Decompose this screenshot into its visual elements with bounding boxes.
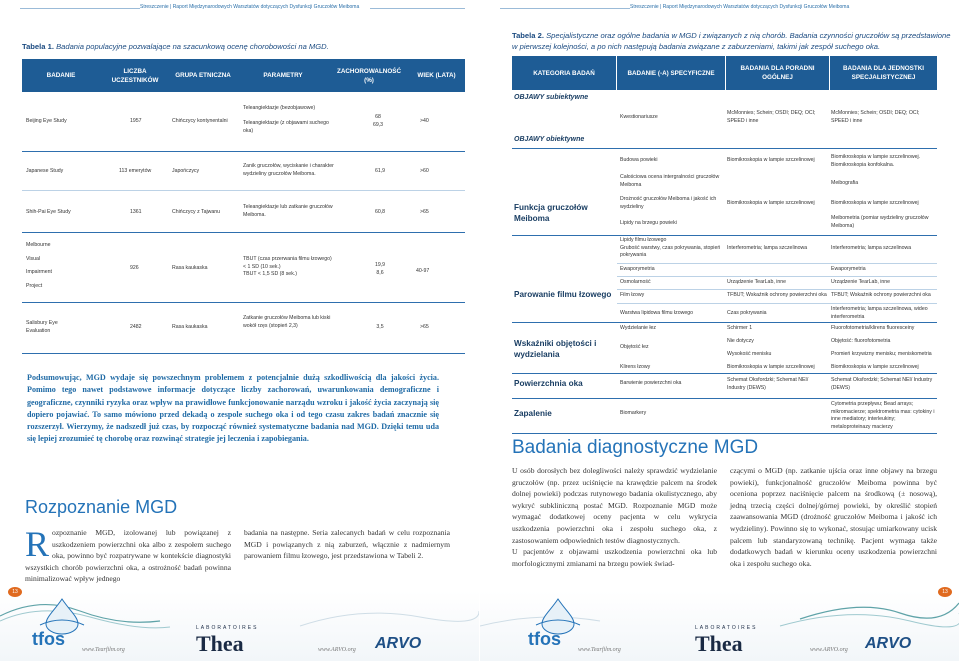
gland-general: Biomikroskopia w lampie szczelinowej [727, 157, 815, 163]
t1-ethnic: Japończycy [172, 168, 200, 174]
t2-header-category: KATEGORIA BADAŃ [512, 56, 616, 90]
t1-prev: 68 69,3 [372, 114, 384, 128]
tfos-logo: tfos [528, 629, 561, 649]
body-column-1: U osób dorosłych bez dolegliwości należy sprawdzić wydzielanie gruczołów (np. przez uciśnięcie na krawędzie palcem na środek dolnej powieki) podczas rutynowego badania okulistycznego, aby wykryć subkliniczną postać MGD. Rozpoznanie MGD może wymagać dodatkowej oceny pacjenta w celu wykrycia uszkodzenia powierzchni oka i zespołu suchego oka, z zastosowaniem odpowiednich testów diagnostycznych. U pacjentów z objawami uszkodzenia powierzchni oka lub morfologicznymi zmianami na brzegu powiek świad- [512, 466, 717, 568]
t1-prev: 3,5 [376, 324, 384, 330]
vol-test: Wydzielanie łez [620, 325, 656, 331]
t1-ethnic: Rasa kaukaska [172, 265, 208, 271]
running-head: Streszczenie | Raport Międzynarodowych Warsztatów dotyczących Dysfunkcji Gruczołów Meiboma [140, 4, 360, 10]
arvo-logo: ARVO [375, 635, 422, 652]
evap-special: Ewaporymetria [831, 266, 866, 272]
vol-general: Wysokość menisku [727, 351, 772, 357]
laboratoires-label: LABORATOIRES [695, 625, 758, 631]
inflam-special: Cytometria przepływu; Bead arrays; mikromacierze; spektrometria mas: cytokiny i inne mediatory; interleukiny; metaloproteinazy macierzy [831, 401, 935, 430]
summary-paragraph: Podsumowując, MGD wydaje się powszechnym problemem z potencjalnie dużą szkodliwością dla jakości życia. Pomimo tego nawet podstawowe informacje dotyczące liczby zachorowań, uwarunkowania demograficzne i geograficzne, czynniki ryzyka oraz wpływ na prawidłowe funkcjonowanie narządu wzroku i jakość życia zaczynają się dopiero pojawiać. To samo mówiono przed dekadą o zespole suchego oka i od tego czasu zakres badań znacznie się rozszerzył. Wierzymy, że nadszedł już czas, by rozpocząć również systematyczne badania nad MGD. Dzięki temu uda się lepiej zrozumieć tę chorobę oraz rozwinąć strategie jej leczenia i zapobiegania. [27, 373, 439, 444]
surface-general: Schemat Oksfordzki; Schemat NEI/ Industry (DEWS) [727, 377, 809, 391]
vol-special: Objętość: fluorofotometria [831, 338, 891, 344]
t1-ethnic: Chińczycy kontynentalni [172, 118, 228, 124]
t2-header-general: BADANIA DLA PORADNI OGÓLNEJ [726, 56, 829, 90]
t1-study: Melbourne Visual Impairment Project [26, 242, 52, 289]
t1-age: 40-97 [416, 268, 430, 274]
table2-caption-label: Tabela 2. [512, 31, 544, 40]
t2-header-specific: BADANIE (-A) SPECYFICZNE [617, 56, 725, 90]
category-gland-function: Funkcja gruczołów Meiboma [514, 203, 588, 223]
gland-special: Biomikroskopia w lampie szczelinowej. Biomikroskopia konfokalna. [831, 154, 921, 168]
t1-age: >40 [420, 118, 429, 124]
questionnaires-test: Kwestionariusze [620, 114, 658, 120]
table1-caption [22, 41, 462, 52]
questionnaires-special: McMonnies; Schein; OSDI; DEQ; OCI; SPEED i inne [831, 110, 920, 124]
body-column-2: badania na następne. Seria zalecanych badań w celu rozpoznania MGD i powiązanych z nią zaburzeń, włącznie z nadmiernym parowaniem filmu łzowego, jest przedstawiona w Tabeli 2. [244, 528, 450, 561]
t1-header-study: BADANIE [22, 59, 100, 92]
row-divider [617, 303, 937, 304]
table1-caption-text: Badania populacyjne pozwalające na szacunkową ocenę chorobowości na MGD. [56, 42, 329, 51]
t1-study: Shih-Pai Eye Study [26, 209, 71, 215]
t1-age: >65 [420, 209, 429, 215]
laboratoires-label: LABORATOIRES [196, 625, 259, 631]
table2-caption-text: Specjalistyczne oraz ogólne badania w MGD i związanych z nią chorób. Badania czynności gruczołów są przedstawione w pierwszej kolejności, a po nich następują badania związane z zaburzeniami, takimi jak zespół suchego oka. [512, 31, 951, 51]
tearfilm-url[interactable]: www.Tearfilm.org [578, 647, 621, 653]
gland-special: Meibografia [831, 180, 859, 186]
dropcap: R [25, 524, 50, 564]
vol-special: Promień krzywizny menisku; meniskometria [831, 351, 932, 357]
evap-test: Lipidy filmu łzowego Grubość warstwy, czas pokrywania, stopień pokrywania [620, 237, 721, 259]
row-divider [617, 263, 937, 264]
gland-general: Biomikroskopia w lampie szczelinowej [727, 200, 815, 206]
t1-ethnic: Rasa kaukaska [172, 324, 208, 330]
arvo-url[interactable]: www.ARVO.org [810, 647, 848, 653]
vol-general: Biomikroskopia w lampie szczelinowej [727, 364, 815, 370]
tearfilm-url[interactable]: www.Tearfilm.org [82, 647, 125, 653]
body-text: ozpoznanie MGD, izolowanej lub powiązanej z uszkodzeniem powierzchni oka albo z zespołem suchego oka, powinno być rozpatrywane w kontekście diagnostyki wszystkich chorób powierzchni oka, a ostrożność badań powinna minimalizować wpływ jednego [25, 528, 231, 584]
category-evaporation: Parowanie filmu łzowego [514, 290, 612, 299]
page-number-badge: 13 [938, 587, 952, 597]
footer [0, 591, 479, 661]
vol-general: Nie dotyczy [727, 338, 754, 344]
right-page [480, 0, 959, 661]
thea-logo: Thea [695, 631, 743, 656]
vol-special: Fluorofotometria/klirens fluoresceiny [831, 325, 915, 331]
t1-header-parameters: PARAMETRY [236, 59, 330, 92]
t1-params: Zatkanie gruczołów Meiboma lub kiski wokół rzęs (stopień 2,3) [243, 315, 331, 329]
arvo-logo: ARVO [865, 635, 912, 652]
t1-n: 926 [130, 265, 139, 271]
subjective-symptoms-label: OBJAWY subiektywne [514, 94, 589, 101]
row-divider [512, 433, 937, 434]
tfos-logo: tfos [32, 629, 65, 649]
t1-study: Salisbury Eye Evaluation [26, 320, 58, 334]
t1-n: 2482 [130, 324, 142, 330]
row-divider [22, 151, 465, 152]
evap-test: Osmolarność [620, 279, 651, 285]
row-divider [22, 302, 465, 303]
vol-test: Klirens łzowy [620, 364, 651, 370]
gland-test: Drożność gruczołów Meiboma i jakość ich wydzieliny [620, 196, 717, 210]
vol-test: Objętość łez [620, 344, 649, 350]
evap-general: TFBUT; Wskaźnik ochrony powierzchni oka [727, 292, 827, 298]
evap-test: Warstwa lipidowa filmu łzowego [620, 310, 694, 316]
gland-test: Budowa powieki [620, 157, 658, 163]
running-head-rule [370, 8, 465, 9]
t1-study: Beijing Eye Study [26, 118, 67, 124]
running-head: Streszczenie | Raport Międzynarodowych Warsztatów dotyczących Dysfunkcji Gruczołów Meiboma [630, 4, 850, 10]
t2-header-specialist: BADANIA DLA JEDNOSTKI SPECJALISTYCZNEJ [830, 56, 937, 90]
t1-n: 1361 [130, 209, 142, 215]
evap-test: Film łzowy [620, 292, 645, 298]
row-divider [512, 398, 937, 399]
vol-special: Biomikroskopia w lampie szczelinowej [831, 364, 919, 370]
t1-params: Teleangiektazje lub zatkanie gruczołów Meiboma. [243, 204, 333, 218]
t1-n: 1957 [130, 118, 142, 124]
running-head-rule [500, 8, 630, 9]
evap-general: Urządzenie TearLab, inne [727, 279, 787, 285]
gland-special: Meibometria (pomiar wydzieliny gruczołów Meiboma) [831, 215, 929, 229]
gland-test: Lipidy na brzegu powieki [620, 220, 677, 226]
inflam-test: Biomarkery [620, 410, 647, 416]
category-ocular-surface: Powierzchnia oka [514, 379, 583, 388]
t1-header-age: WIEK (LATA) [408, 59, 465, 92]
t1-n: 113 emerytów [119, 168, 152, 174]
evap-test: Ewaporymetria [620, 266, 655, 272]
row-divider [617, 276, 937, 277]
table2-caption [512, 30, 952, 52]
page-number-badge: 13 [8, 587, 22, 597]
gland-special: Biomikroskopia w lampie szczelinowej [831, 200, 919, 206]
t1-header-participants: LICZBA UCZESTNIKÓW [100, 59, 170, 92]
vol-general: Schirmer 1 [727, 325, 753, 331]
t1-header-ethnic: GRUPA ETNICZNA [170, 59, 236, 92]
gland-test: Całościowa ocena intergralności gruczołów Meiboma [620, 174, 720, 188]
row-divider [22, 353, 465, 354]
evap-special: Urządzenie TearLab, inne [831, 279, 891, 285]
surface-test: Barwienie powierzchni oka [620, 380, 682, 386]
evap-special: Interferometria; lampa szczelinowa [831, 245, 912, 251]
thea-logo: Thea [196, 631, 244, 656]
row-divider [512, 148, 937, 149]
t1-ethnic: Chińczycy z Tajwanu [172, 209, 221, 215]
row-divider [22, 232, 465, 233]
t1-age: >65 [420, 324, 429, 330]
section-heading-diagnostics: Badania diagnostyczne MGD [512, 437, 759, 458]
body-column-1 [25, 524, 231, 585]
t1-params: TBUT (czas przerwania filmu łzowego) < 1 SD (10 sek.) TBUT < 1,5 SD (8 sek.) [243, 256, 332, 278]
category-volume: Wskaźniki objętości i wydzielania [514, 339, 597, 359]
questionnaires-general: McMonnies; Schein; OSDI; DEQ; OCI; SPEED i inne [727, 110, 816, 124]
arvo-url[interactable]: www.ARVO.org [318, 647, 356, 653]
row-divider [512, 322, 937, 323]
t1-prev: 19,9 8,6 [374, 262, 386, 276]
row-divider [617, 289, 937, 290]
evap-special: Interferometria; lampa szczelinowa, wideo interferometria [831, 306, 928, 320]
t1-prev: 60,8 [374, 209, 386, 215]
running-head-rule [20, 8, 140, 9]
category-inflammation: Zapalenie [514, 409, 552, 418]
t1-params: Zanik gruczołów, wyciskanie i charakter wydzieliny gruczołów Meiboma. [243, 163, 334, 177]
t1-study: Japanese Study [26, 168, 64, 174]
left-page [0, 0, 479, 661]
evap-special: TFBUT; Wskaźnik ochrony powierzchni oka [831, 292, 931, 298]
row-divider [22, 190, 465, 191]
section-heading-diagnosis: Rozpoznanie MGD [25, 497, 178, 517]
t1-params: Teleangiektazje (bezobjawowe) Teleangiektazje (z objawami suchego oka) [243, 105, 329, 134]
evap-general: Interferometria; lampa szczelinowa [727, 245, 808, 251]
t1-prev: 61,9 [374, 168, 386, 174]
table1-caption-label: Tabela 1. [22, 42, 54, 51]
row-divider [512, 373, 937, 374]
body-column-2: czącymi o MGD (np. zatkanie ujścia oraz inne objawy na brzegu powieki), funkcjonalność gruczołów Meiboma powinna być oceniona poprzez naciśnięcie palcem na środkową (± nosową), jedną trzecią części dolnej/górnej powieki, by określić stopień zaawansowania MGD (drożność gruczołów Meiboma i jakość ich wydzieliny). Powinno się to wykonać, stosując umiarkowany ucisk palcem lub standaryzowaną technikę. Pacjent wymaga także dodatkowych badań w kierunku oceny uszkodzenia powierzchni oka i zespołu suchego oka. [730, 466, 937, 568]
objective-symptoms-label: OBJAWY obiektywne [514, 136, 585, 143]
t1-header-prevalence: ZACHOROWALNOŚĆ (%) [330, 59, 408, 92]
surface-special: Schemat Oksfordzki; Schemat NEI/ Industry (DEWS) [831, 377, 933, 391]
footer [480, 591, 959, 661]
row-divider [512, 235, 937, 236]
evap-general: Czas pokrywania [727, 310, 767, 316]
t1-age: >60 [420, 168, 429, 174]
